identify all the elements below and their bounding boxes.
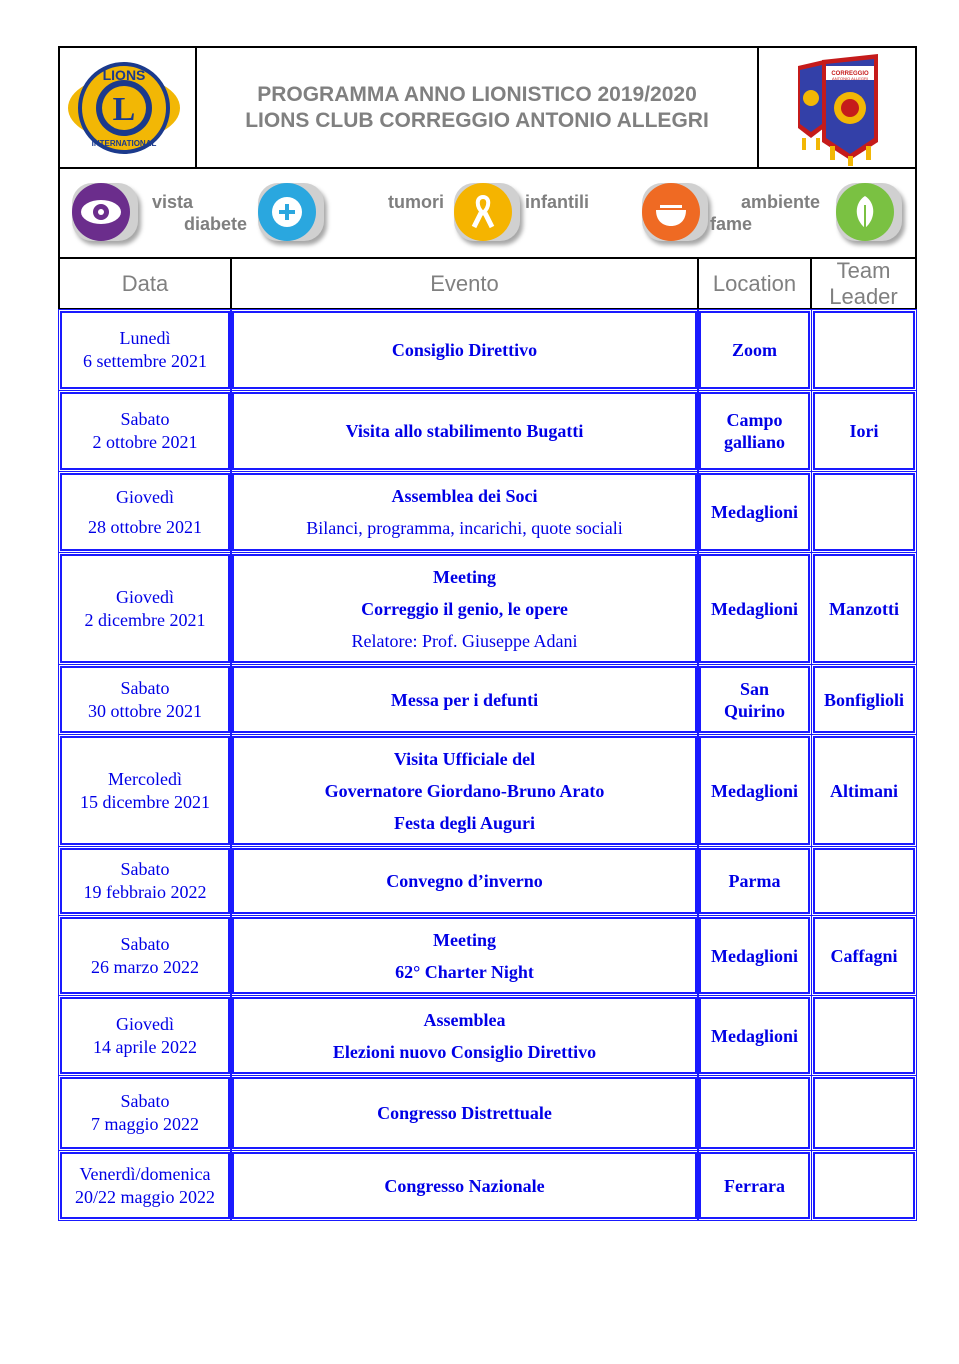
row-location: Campo galliano: [723, 410, 785, 452]
row-day: Sabato: [120, 677, 170, 698]
cause-diabete: diabete: [184, 214, 248, 234]
table-row-event: [232, 473, 697, 551]
row-day: Mercoledì: [108, 768, 182, 789]
tumori-infantili-icon: [454, 183, 520, 241]
table-row-leader: [813, 917, 915, 994]
row-event-line: Correggio il genio, le opere: [361, 598, 568, 619]
table-row-event: [232, 997, 697, 1074]
row-date: 20/22 maggio 2022: [75, 1186, 215, 1207]
table-row-date: [60, 1077, 230, 1149]
header-divider-right: [757, 46, 759, 169]
table-row-date: [60, 554, 230, 663]
table-row-location: [699, 473, 810, 551]
row-event-line: Convegno d’inverno: [386, 871, 543, 891]
table-row-leader: [813, 666, 915, 733]
row-leader: Caffagni: [830, 945, 898, 966]
table-row-event: [232, 848, 697, 914]
fame-icon: [642, 183, 708, 241]
row-location: San Quirino: [723, 678, 785, 721]
col-header-team-leader: [810, 257, 917, 310]
table-row-leader: [813, 1077, 915, 1149]
logo-text-top: LIONS: [102, 67, 146, 83]
table-row-leader: [813, 736, 915, 845]
table-row-event: [232, 554, 697, 663]
cause-ambiente: ambiente: [741, 192, 821, 212]
row-day: Sabato: [120, 1091, 170, 1111]
row-event-line: Elezioni nuovo Consiglio Direttivo: [332, 1041, 597, 1062]
logo-text-bottom: INTERNATIONAL: [91, 139, 157, 148]
row-day: Sabato: [120, 859, 170, 879]
row-day: Giovedì: [116, 586, 174, 607]
table-row-event: [232, 736, 697, 845]
row-location: Medaglioni: [710, 780, 798, 801]
col-header-evento-label: Evento: [430, 270, 499, 296]
page-title: [197, 82, 757, 134]
table-row-leader: [813, 392, 915, 470]
row-event-sub: Relatore: Prof. Giuseppe Adani: [351, 630, 578, 651]
row-day: Giovedì: [116, 487, 174, 507]
row-day: Venerdì/domenica: [79, 1163, 211, 1184]
row-date: 14 aprile 2022: [93, 1036, 197, 1057]
row-event-sub: Bilanci, programma, incarichi, quote sociali: [306, 518, 623, 538]
lions-logo: [66, 58, 182, 158]
table-row-location: [699, 1152, 810, 1219]
row-leader: Altimani: [829, 780, 898, 801]
row-day: Lunedì: [119, 328, 171, 348]
table-row-date: [60, 666, 230, 733]
row-location: Medaglioni: [710, 598, 798, 619]
row-date: 6 settembre 2021: [83, 351, 207, 371]
row-date: 19 febbraio 2022: [83, 882, 207, 902]
table-row-date: [60, 917, 230, 994]
row-event-line: Consiglio Direttivo: [391, 340, 538, 360]
table-row-location: [699, 666, 810, 733]
table-row-location: [699, 848, 810, 914]
vista-icon: [72, 183, 138, 241]
row-event-line: Governatore Giordano-Bruno Arato: [324, 780, 605, 801]
table-row-location: [699, 554, 810, 663]
row-event-line: Assemblea dei Soci: [391, 486, 538, 506]
row-date: 2 dicembre 2021: [84, 609, 206, 630]
table-row-leader: [813, 1152, 915, 1219]
cause-infantili: infantili: [525, 192, 589, 212]
pennant-text: CORREGGIO: [831, 71, 869, 77]
table-row-event: [232, 1152, 697, 1219]
table-row-leader: [813, 848, 915, 914]
table-row-event: [232, 1077, 697, 1149]
logo-letter: L: [112, 91, 136, 128]
col-header-team-label: Team: [836, 257, 891, 283]
col-header-location: [697, 257, 812, 310]
table-row-location: [699, 1077, 810, 1149]
table-row-leader: [813, 473, 915, 551]
table-row-date: [60, 848, 230, 914]
col-header-evento: [230, 257, 699, 310]
diabete-icon: [258, 183, 324, 241]
row-location: Zoom: [732, 340, 777, 360]
table-row-event: [232, 917, 697, 994]
row-day: Sabato: [120, 409, 170, 429]
table-row-location: [699, 392, 810, 470]
row-event-line: Visita allo stabilimento Bugatti: [345, 421, 584, 441]
table-row-location: [699, 997, 810, 1074]
row-date: 30 ottobre 2021: [88, 700, 202, 721]
row-event-line: Meeting: [433, 566, 496, 587]
table-row-date: [60, 1152, 230, 1219]
table-row-event: [232, 666, 697, 733]
row-event-line: Congresso Distrettuale: [377, 1103, 552, 1123]
row-location: Medaglioni: [710, 945, 798, 966]
row-event-line: Congresso Nazionale: [384, 1175, 545, 1196]
row-event-line: 62° Charter Night: [395, 961, 534, 982]
row-event-line: Messa per i defunti: [390, 689, 539, 710]
row-leader: Manzotti: [829, 598, 899, 619]
table-row-location: [699, 736, 810, 845]
ambiente-icon: [836, 183, 902, 241]
table-row-leader: [813, 554, 915, 663]
club-pennant: [792, 50, 882, 166]
row-location: Parma: [728, 871, 781, 891]
row-leader: Bonfiglioli: [823, 689, 904, 710]
table-row-leader: [813, 997, 915, 1074]
table-row-date: [60, 997, 230, 1074]
row-date: 2 ottobre 2021: [92, 432, 198, 452]
row-location: Medaglioni: [710, 502, 798, 522]
table-row-date: [60, 736, 230, 845]
title-line-2: LIONS CLUB CORREGGIO ANTONIO ALLEGRI: [245, 109, 709, 132]
cause-fame: fame: [710, 214, 753, 234]
row-day: Sabato: [120, 933, 170, 954]
table-row-location: [699, 311, 810, 389]
row-date: 15 dicembre 2021: [80, 791, 210, 812]
col-header-data-label: Data: [121, 270, 169, 296]
table-row-date: [60, 311, 230, 389]
row-date: 26 marzo 2022: [91, 956, 199, 977]
row-leader: Iori: [849, 421, 879, 441]
col-header-leader-label: Leader: [829, 283, 898, 309]
row-event-line: Festa degli Auguri: [393, 812, 535, 833]
pennant-sub: ANTONIO ALLEGRI: [832, 76, 868, 81]
row-date: 28 ottobre 2021: [88, 517, 202, 537]
table-row-location: [699, 917, 810, 994]
row-day: Giovedì: [116, 1013, 174, 1034]
table-row-date: [60, 392, 230, 470]
table-row-event: [232, 392, 697, 470]
col-header-location-label: Location: [712, 270, 797, 296]
title-line-1: PROGRAMMA ANNO LIONISTICO 2019/2020: [257, 83, 697, 106]
row-event-line: Assemblea: [423, 1009, 506, 1030]
table-row-leader: [813, 311, 915, 389]
cause-vista: vista: [152, 192, 194, 212]
col-header-data: [58, 257, 232, 310]
table-row-date: [60, 473, 230, 551]
row-event-line: Visita Ufficiale del: [393, 748, 536, 769]
row-location: Ferrara: [724, 1175, 785, 1196]
cause-tumori: tumori: [388, 192, 444, 212]
row-date: 7 maggio 2022: [91, 1114, 199, 1134]
table-row-event: [232, 311, 697, 389]
row-event-line: Meeting: [433, 929, 496, 950]
row-location: Medaglioni: [710, 1025, 798, 1046]
